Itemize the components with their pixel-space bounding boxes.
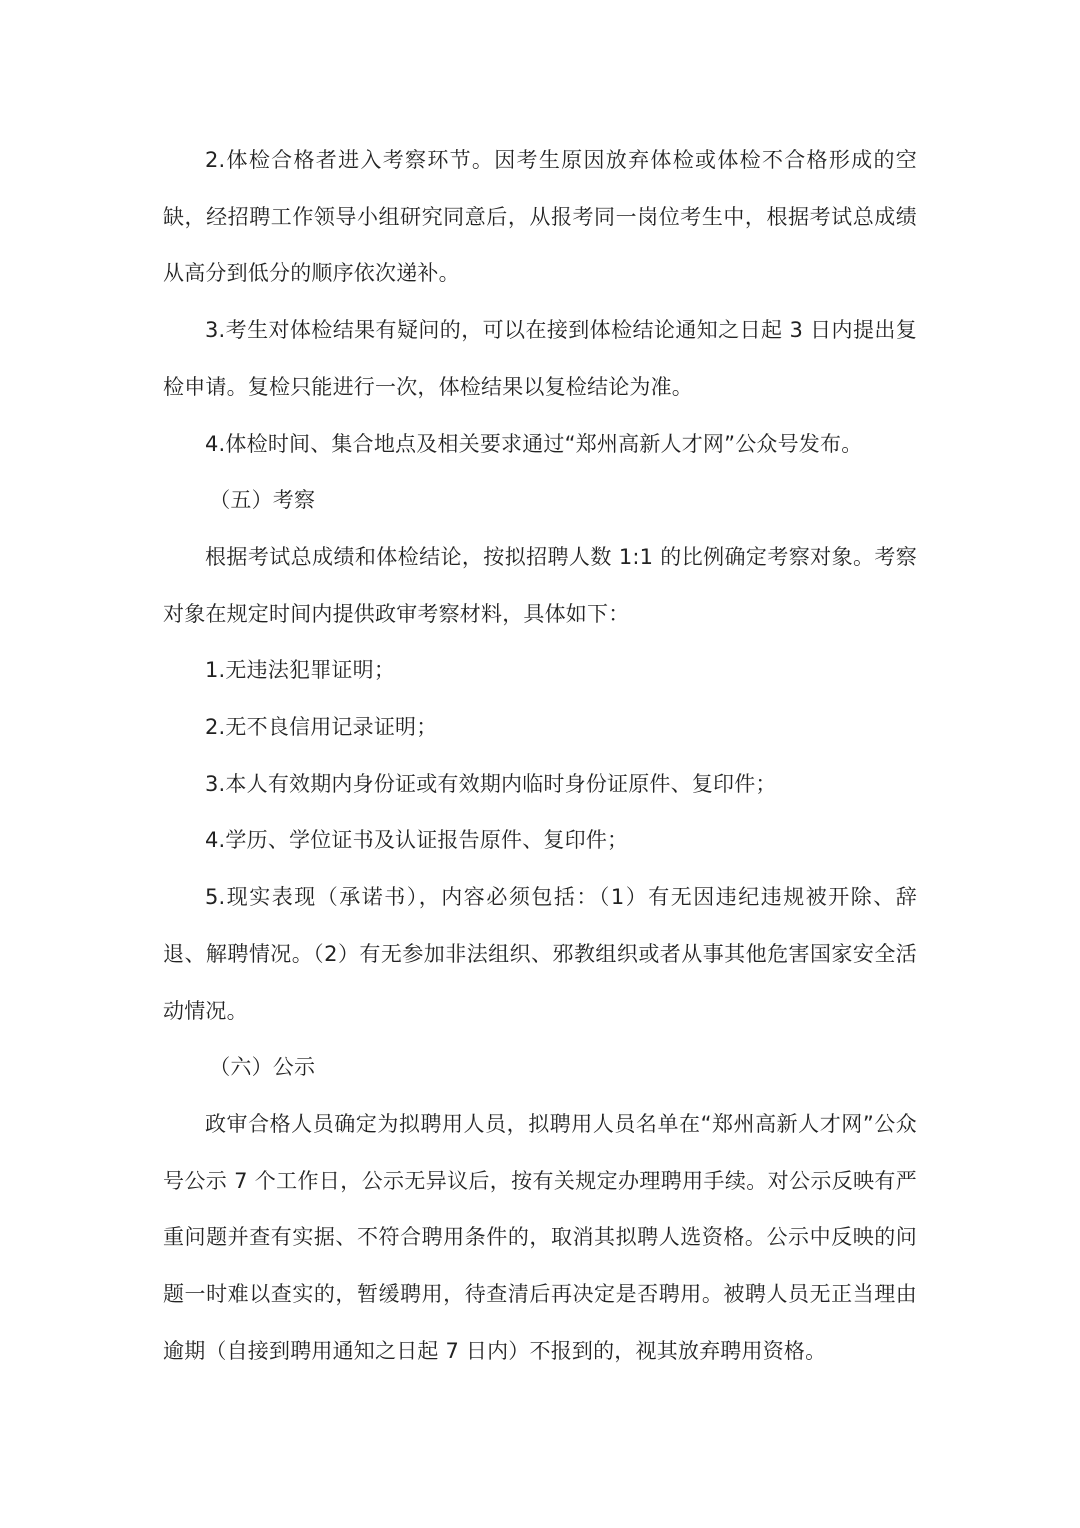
section-heading-publicity: （六）公示 [209,1055,316,1080]
paragraph-physical-exam-4: 4.体检时间、集合地点及相关要求通过“郑州高新人才网”公众号发布。 [205,431,863,456]
list-item-no-bad-credit: 2.无不良信用记录证明； [205,715,438,740]
paragraph-physical-exam-3: 3.考生对体检结果有疑问的，可以在接到体检结论通知之日起 3 日内提出复检申请。复检只能进行一次，体检结果以复检结论为准。 [163,318,917,399]
list-item-diploma: 4.学历、学位证书及认证报告原件、复印件； [205,828,629,853]
list-item-commitment-letter: 5.现实表现（承诺书），内容必须包括：（1）有无因违纪违规被开除、辞退、解聘情况。（2）有无参加非法组织、邪教组织或者从事其他危害国家安全活动情况。 [163,885,917,1023]
list-item-id-card: 3.本人有效期内身份证或有效期内临时身份证原件、复印件； [205,771,777,796]
document-body [163,132,917,1379]
list-item-no-criminal-record: 1.无违法犯罪证明； [205,658,396,683]
paragraph-inspection-intro: 根据考试总成绩和体检结论，按拟招聘人数 1:1 的比例确定考察对象。考察对象在规定时间内提供政审考察材料，具体如下： [163,544,917,626]
paragraph-publicity: 政审合格人员确定为拟聘用人员，拟聘用人员名单在“郑州高新人才网”公众号公示 7 个工作日，公示无异议后，按有关规定办理聘用手续。对公示反映有严重问题并查有实据、不符合聘用条件的，取消其拟聘人选资格。公示中反映的问题一时难以查实的，暂缓聘用，待查清后再决定是否聘用。被聘人员无正当理由逾期（自接到聘用通知之日起 7 日内）不报到的，视其放弃聘用资格。 [163,1111,917,1363]
paragraph-physical-exam-2: 2.体检合格者进入考察环节。因考生原因放弃体检或体检不合格形成的空缺，经招聘工作领导小组研究同意后，从报考同一岗位考生中，根据考试总成绩从高分到低分的顺序依次递补。 [163,148,917,286]
section-heading-inspection: （五）考察 [209,488,316,513]
